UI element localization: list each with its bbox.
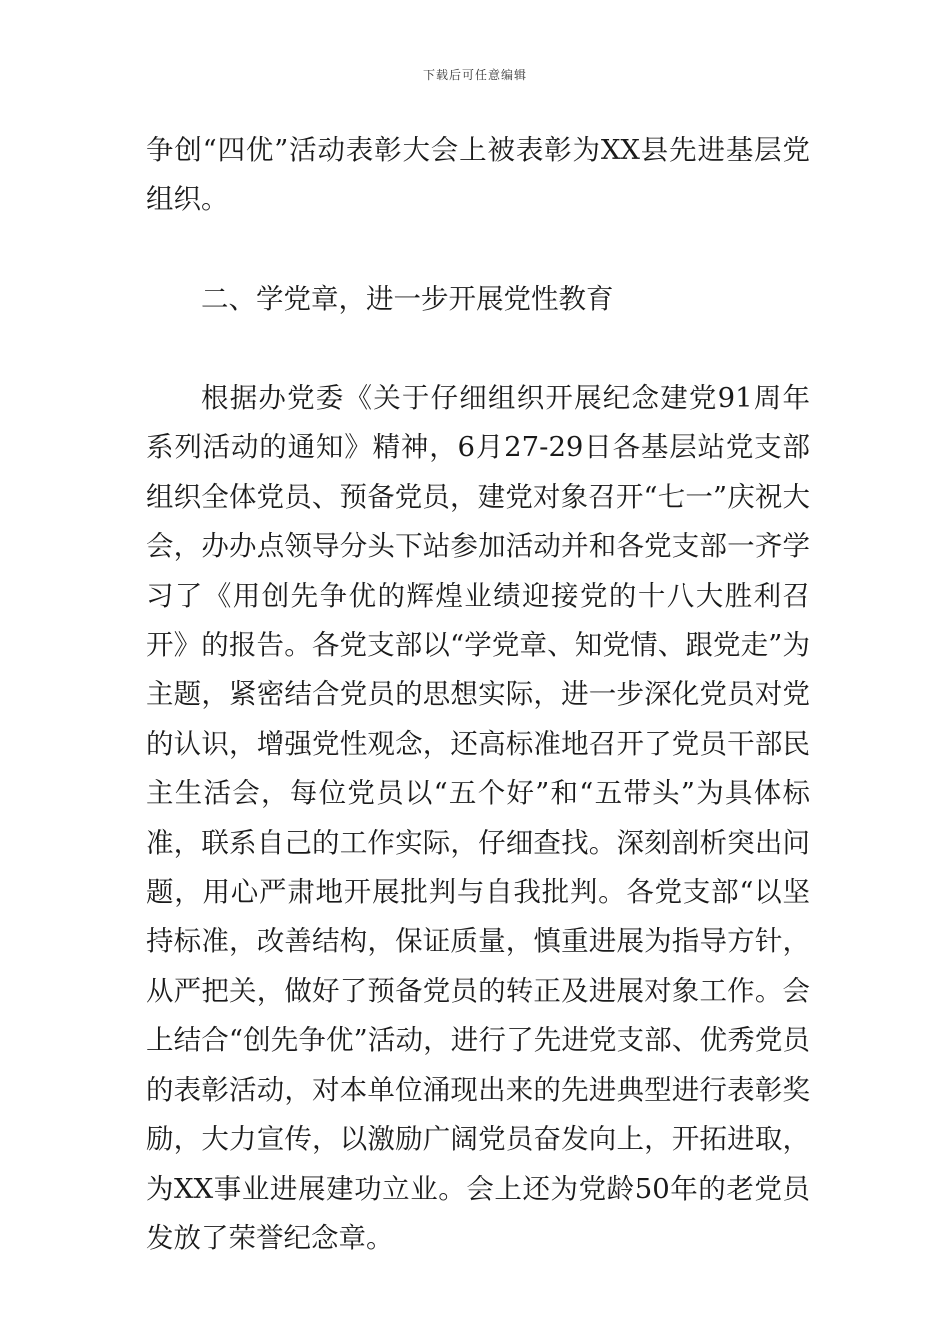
continued-paragraph-block	[146, 126, 810, 225]
section-heading: 二、学党章，进一步开展党性教育	[201, 283, 614, 315]
body-paragraph: 争创“四优”活动表彰大会上被表彰为XX县先进基层党组织。	[146, 134, 810, 216]
main-paragraph-block	[146, 374, 810, 1263]
section-heading-block	[146, 275, 810, 324]
page-header-note: 下载后可任意编辑	[422, 68, 527, 82]
body-paragraph: 根据办党委《关于仔细组织开展纪念建党91周年系列活动的通知》精神，6月27-29日各基层站党支部组织全体党员、预备党员，建党对象召开“七一”庆祝大会，办办点领导分头下站参加活动并和各党支部一齐学习了《用创先争优的辉煌业绩迎接党的十八大胜利召开》的报告。各党支部以“学党章、知党情、跟党走”为主题，紧密结合党员的思想实际，进一步深化党员对党的认识，增强党性观念，还高标准地召开了党员干部民主生活会，每位党员以“五个好”和“五带头”为具体标准，联系自己的工作实际，仔细查找。深刻剖析突出问题，用心严肃地开展批判与自我批判。各党支部“以坚持标准，改善结构，保证质量，慎重进展为指导方针，从严把关，做好了预备党员的转正及进展对象工作。会上结合“创先争优”活动，进行了先进党支部、优秀党员的表彰活动，对本单位涌现出来的先进典型进行表彰奖励，大力宣传，以激励广阔党员奋发向上，开拓进取，为XX事业进展建功立业。会上还为党龄50年的老党员发放了荣誉纪念章。	[146, 382, 810, 1254]
